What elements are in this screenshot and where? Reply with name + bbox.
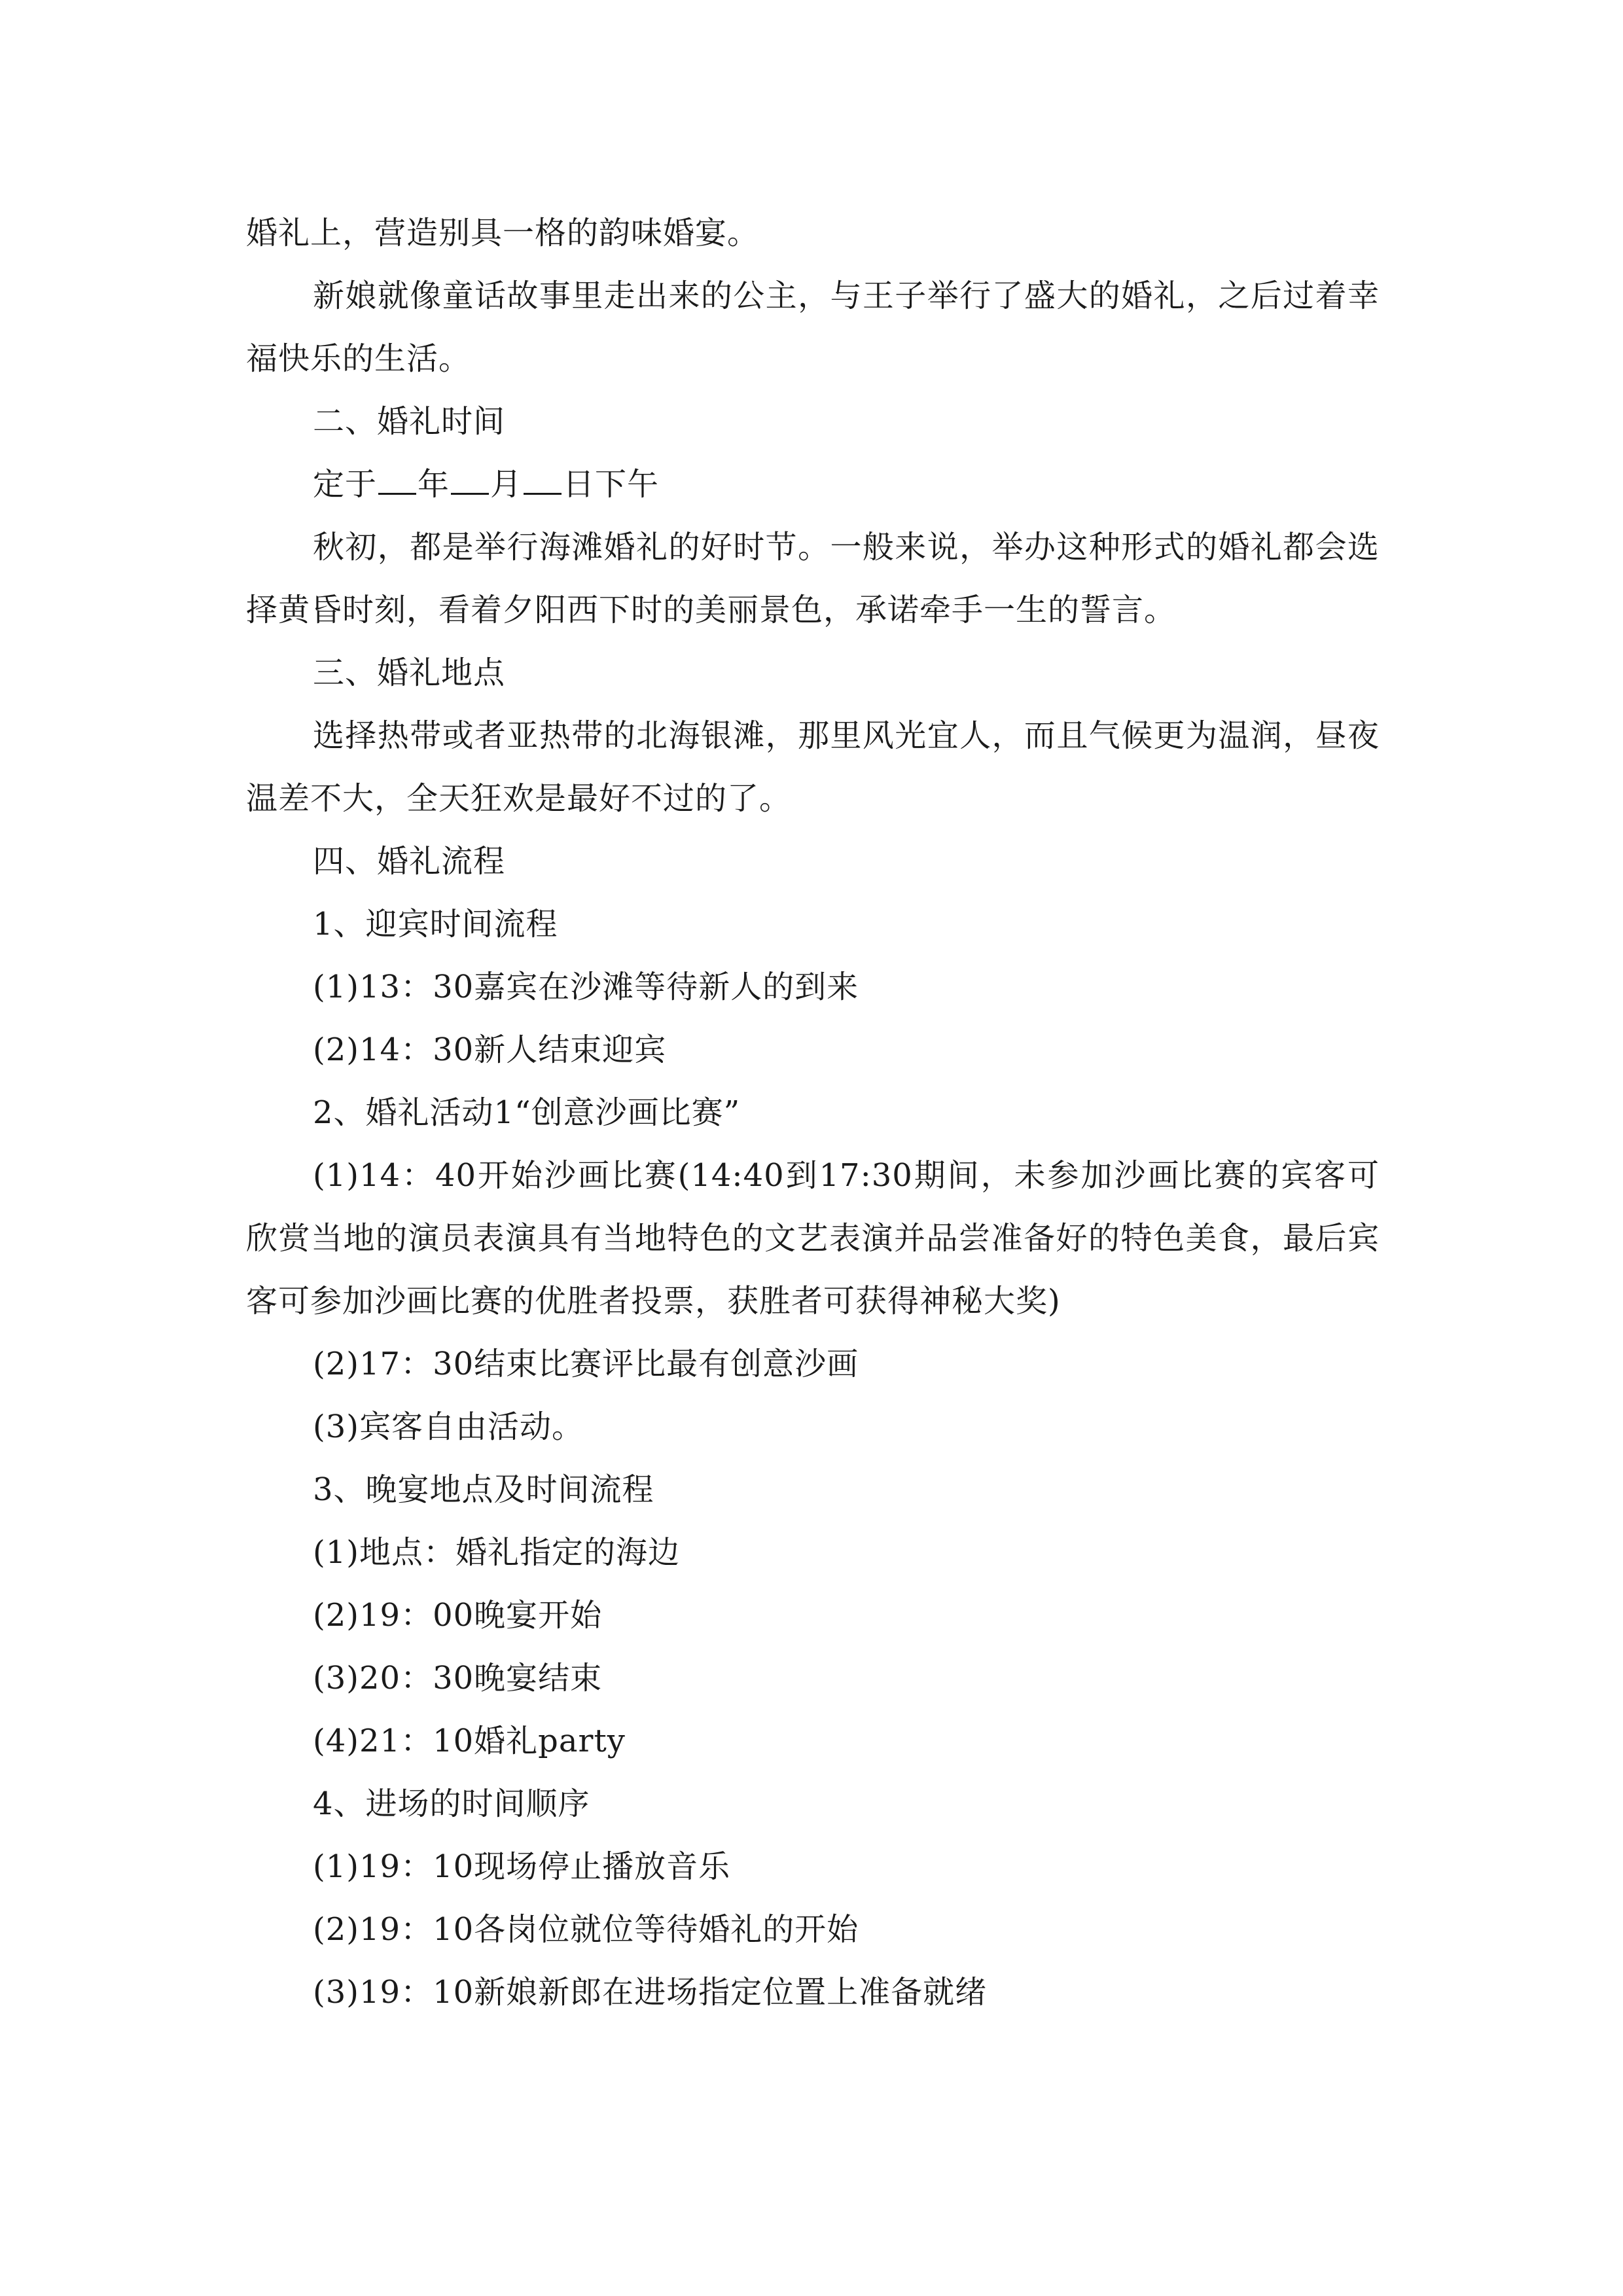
subsection-heading: 2、婚礼活动1“创意沙画比赛”: [313, 1094, 741, 1131]
list-item: (2)14：30新人结束迎宾: [313, 1031, 667, 1068]
section-heading: 二、婚礼时间: [313, 403, 506, 440]
list-item: (2)19：00晚宴开始: [313, 1597, 603, 1634]
section-heading: 三、婚礼地点: [313, 655, 506, 691]
list-item: (1)19：10现场停止播放音乐: [313, 1848, 731, 1885]
paragraph: 秋初，都是举行海滩婚礼的好时节。一般来说，举办这种形式的婚礼都会选择黄昏时刻，看着夕阳西下时的美丽景色，承诺牵手一生的誓言。: [246, 529, 1380, 628]
list-item: (2)17：30结束比赛评比最有创意沙画: [313, 1346, 859, 1382]
blank-underline: [378, 467, 416, 495]
paragraph: 新娘就像童话故事里走出来的公主，与王子举行了盛大的婚礼，之后过着幸福快乐的生活。: [246, 278, 1380, 377]
list-item: (1)13：30嘉宾在沙滩等待新人的到来: [313, 969, 859, 1005]
paragraph: 选择热带或者亚热带的北海银滩，那里风光宜人，而且气候更为温润，昼夜温差不大，全天狂欢是最好不过的了。: [246, 717, 1380, 817]
subsection-heading: 4、进场的时间顺序: [313, 1785, 590, 1822]
subsection-heading: 1、迎宾时间流程: [313, 906, 558, 942]
section-heading: 四、婚礼流程: [313, 843, 506, 880]
date-month: 月: [490, 466, 523, 503]
list-item: (3)19：10新娘新郎在进场指定位置上准备就绪: [313, 1974, 988, 2011]
date-year: 年: [418, 466, 450, 503]
list-item: (3)宾客自由活动。: [313, 1408, 584, 1445]
date-day-suffix: 日下午: [563, 466, 660, 503]
blank-underline: [451, 467, 489, 495]
list-item: (1)14：40开始沙画比赛(14:40到17:30期间，未参加沙画比赛的宾客可欣赏当地的演员表演具有当地特色的文艺表演并品尝准备好的特色美食，最后宾客可参加沙画比赛的优胜者投票，获胜者可获得神秘大奖): [246, 1157, 1380, 1319]
document-body: [246, 202, 1380, 2024]
list-item: (4)21：10婚礼party: [313, 1723, 626, 1759]
blank-underline: [524, 467, 562, 495]
list-item: (1)地点：婚礼指定的海边: [313, 1534, 680, 1571]
date-line: [246, 453, 1380, 516]
list-item: (2)19：10各岗位就位等待婚礼的开始: [313, 1911, 859, 1948]
subsection-heading: 3、晚宴地点及时间流程: [313, 1471, 654, 1508]
date-prefix: 定于: [313, 466, 378, 503]
paragraph: 婚礼上，营造别具一格的韵味婚宴。: [246, 215, 760, 251]
list-item: (3)20：30晚宴结束: [313, 1660, 603, 1696]
